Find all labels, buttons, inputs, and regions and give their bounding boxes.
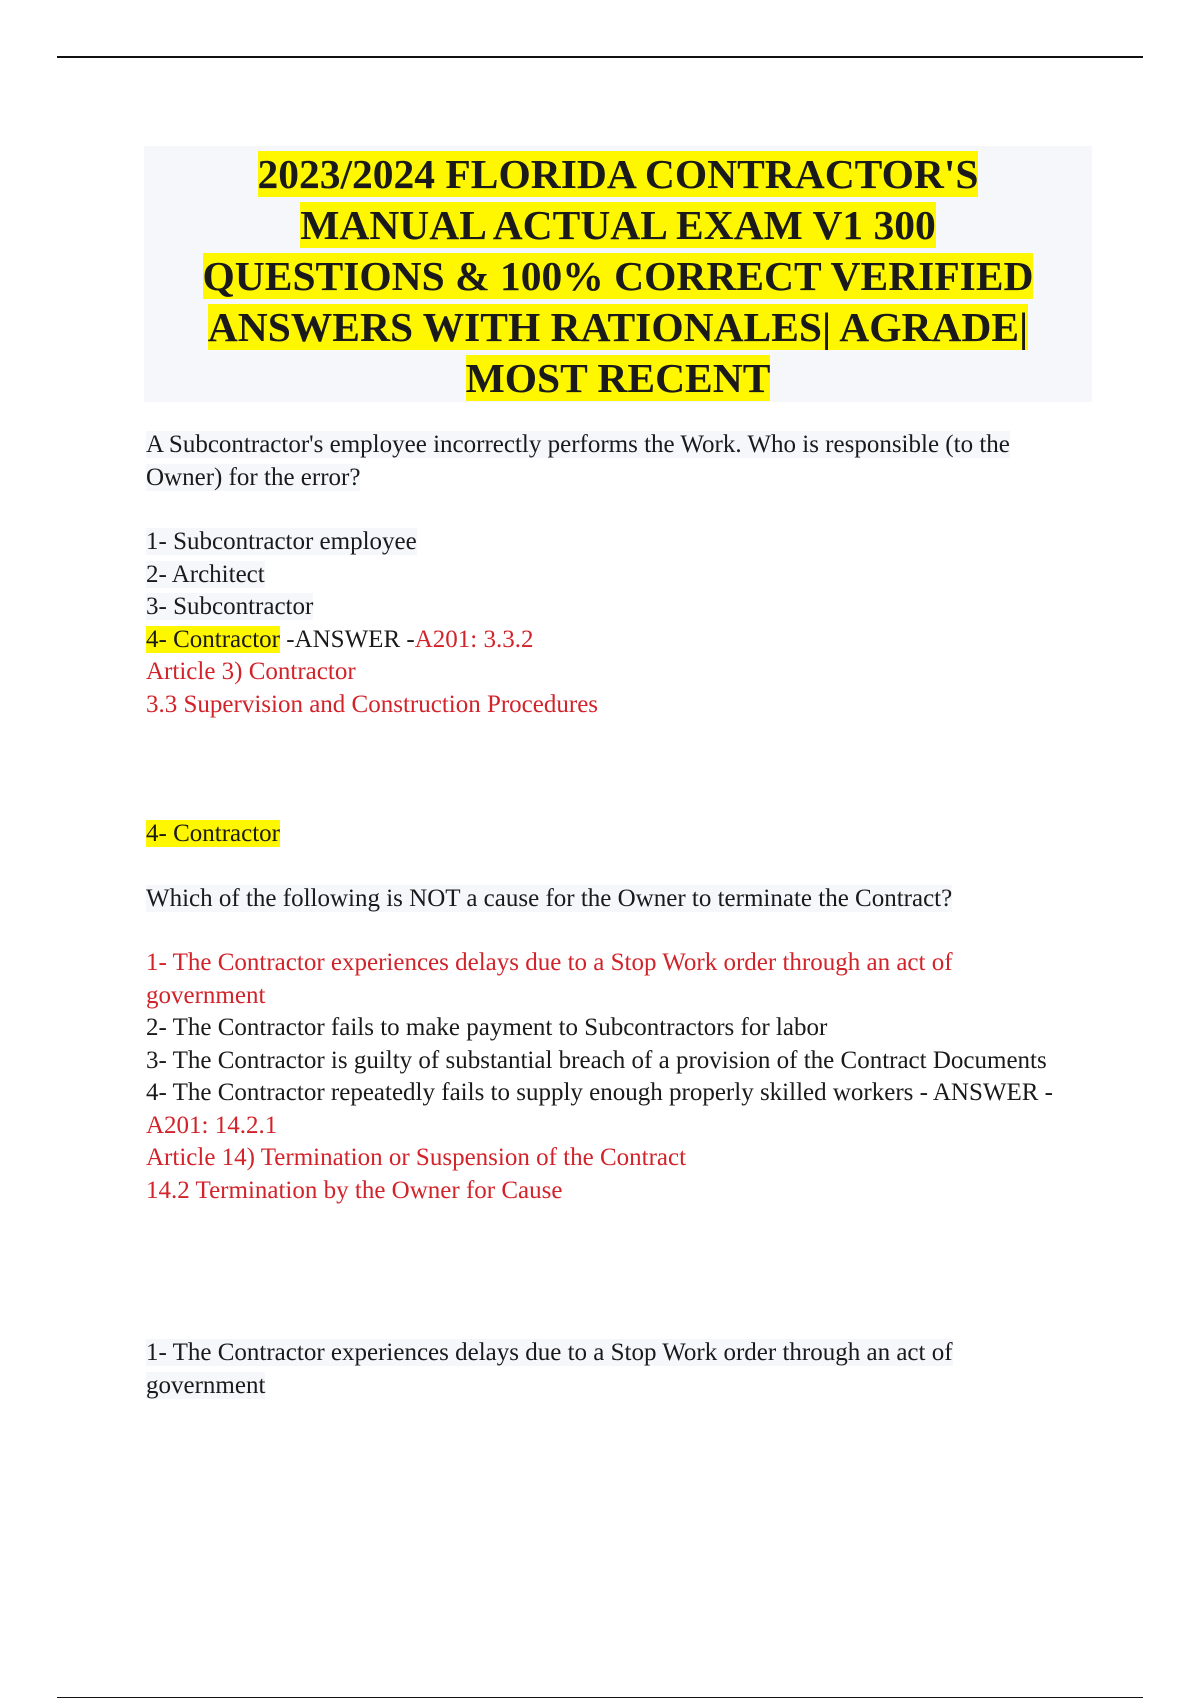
- answer-section: 14.2 Termination by the Owner for Cause: [146, 1176, 563, 1204]
- option-1: 1- Subcontractor employee: [146, 528, 417, 555]
- question-2-text: [146, 883, 1086, 916]
- answer-repeat: 1- The Contractor experiences delays due to a Stop Work order through an act of government: [146, 1339, 953, 1399]
- correct-option: 4- Contractor: [146, 625, 280, 653]
- question-1-text: [146, 429, 1086, 494]
- option-4: 4- The Contractor repeatedly fails to supply enough properly skilled workers - ANSWER -: [146, 1079, 1053, 1106]
- option-2: 2- The Contractor fails to make payment to Subcontractors for labor: [146, 1014, 828, 1041]
- answer-article: Article 14) Termination or Suspension of the Contract: [146, 1144, 687, 1171]
- answer-article: Article 3) Contractor: [146, 658, 356, 685]
- header-rule: [57, 56, 1143, 58]
- answer-repeat: 4- Contractor: [146, 820, 280, 847]
- question-text: Which of the following is NOT a cause for the Owner to terminate the Contract?: [146, 885, 953, 912]
- footer-rule: [57, 1697, 1143, 1698]
- answer-section: 3.3 Supervision and Construction Procedures: [146, 690, 599, 718]
- title-line: QUESTIONS & 100% CORRECT VERIFIED: [202, 253, 1034, 299]
- option-1: 1- The Contractor experiences delays due to a Stop Work order through an act of government: [146, 949, 953, 1009]
- title-line: 2023/2024 FLORIDA CONTRACTOR'S: [257, 151, 979, 197]
- option-2: 2- Architect: [146, 560, 265, 588]
- question-2-options: [146, 947, 1076, 1207]
- title-box: [144, 146, 1092, 402]
- title-line: MOST RECENT: [465, 355, 771, 401]
- question-2-answer: [146, 1337, 1076, 1402]
- title-line: ANSWERS WITH RATIONALES| AGRADE|: [207, 304, 1029, 350]
- title-line: MANUAL ACTUAL EXAM V1 300: [300, 202, 936, 248]
- answer-marker: -ANSWER -: [279, 625, 415, 653]
- question-1-answer: [146, 818, 1086, 851]
- answer-reference: A201: 14.2.1: [146, 1111, 278, 1139]
- answer-reference: A201: 3.3.2: [414, 625, 534, 653]
- document-title: [144, 146, 1092, 404]
- question-1-options: [146, 526, 1086, 721]
- option-3: 3- Subcontractor: [146, 593, 314, 620]
- option-3: 3- The Contractor is guilty of substantial breach of a provision of the Contract Documents: [146, 1046, 1047, 1074]
- question-text: A Subcontractor's employee incorrectly performs the Work. Who is responsible (to the Owner) for the error?: [146, 431, 1010, 491]
